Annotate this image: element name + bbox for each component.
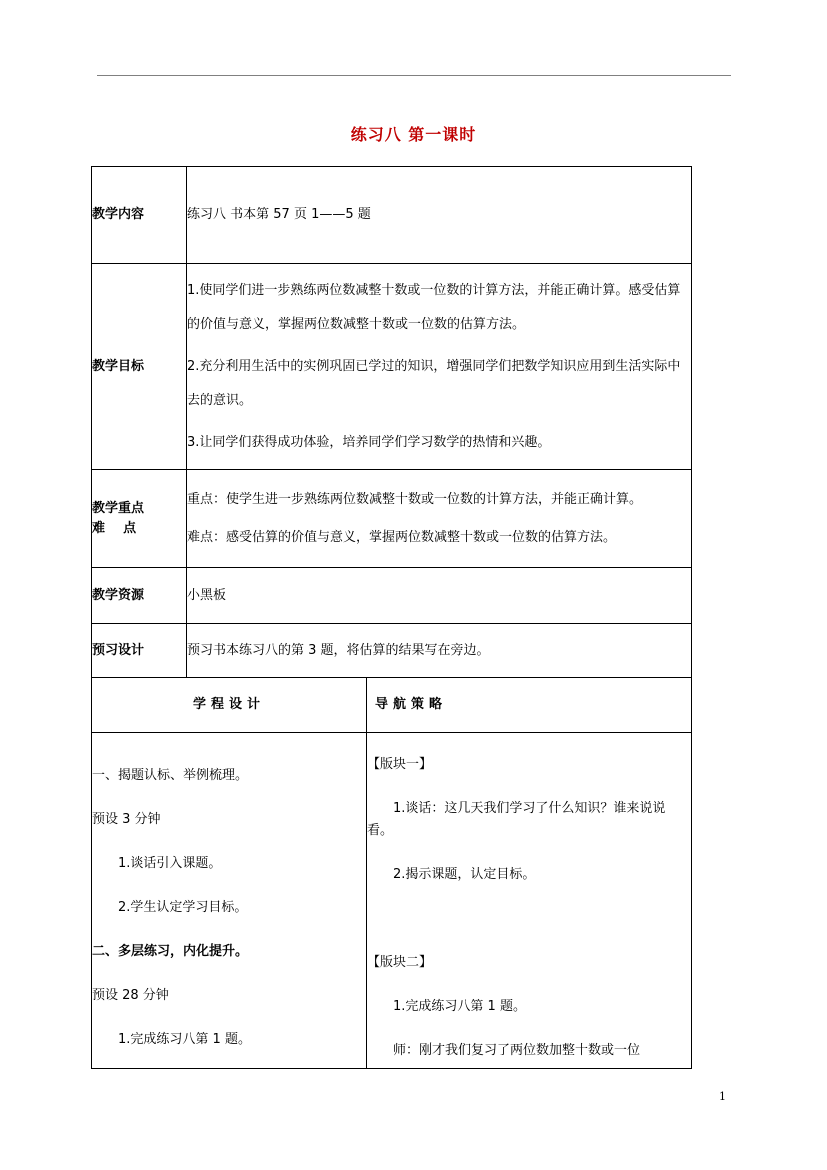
section-1-title: 一、揭题认标、举例梳理。 (92, 768, 249, 783)
section-2-title: 二、多层练习，内化提升。 (92, 944, 249, 959)
section-1-time: 预设 3 分钟 (92, 812, 161, 827)
block-1-item: 1.谈话：这几天我们学习了什么知识？谁来说说看。 (367, 801, 666, 838)
label-difficult: 难 点 (92, 520, 137, 536)
value-preview: 预习书本练习八的第 3 题，将估算的结果写在旁边。 (187, 624, 692, 678)
block-1-title: 【版块一】 (367, 757, 433, 772)
section-1-item: 1.谈话引入课题。 (118, 856, 222, 871)
label-goals: 教学目标 (92, 264, 187, 470)
right-column-header: 导航策略 (367, 678, 692, 733)
goal-item: 1.使同学们进一步熟练两位数减整十数或一位数的计算方法，并能正确计算。感受估算的价值与意义，掌握两位数减整十数或一位数的估算方法。 (187, 282, 681, 332)
section-2-time: 预设 28 分钟 (92, 988, 169, 1003)
key-point-text: 重点：使学生进一步熟练两位数减整十数或一位数的计算方法，并能正确计算。 (187, 491, 643, 507)
page-title: 练习八 第一课时 (350, 125, 477, 144)
block-2-item: 师：刚才我们复习了两位数加整十数或一位 (393, 1043, 641, 1058)
row-goals (92, 264, 692, 470)
row-lesson-flow (92, 733, 692, 1069)
value-goals (187, 264, 692, 470)
right-column-body (367, 733, 692, 1069)
row-preview (92, 624, 692, 678)
value-content: 练习八 书本第 57 页 1——5 题 (187, 167, 692, 264)
block-2-title: 【版块二】 (367, 955, 433, 970)
block-2-item: 1.完成练习八第 1 题。 (393, 999, 526, 1014)
value-key-points (187, 470, 692, 568)
goal-item: 2.充分利用生活中的实例巩固已学过的知识，增强同学们把数学知识应用到生活实际中去的意识。 (187, 358, 681, 408)
row-content (92, 167, 692, 264)
left-column-header: 学程设计 (92, 678, 367, 733)
goal-item: 3.让同学们获得成功体验，培养同学们学习数学的热情和兴趣。 (187, 434, 551, 450)
section-2-item: 1.完成练习八第 1 题。 (118, 1032, 251, 1047)
header-rule (97, 75, 731, 76)
left-column-body (92, 733, 367, 1069)
row-resources (92, 568, 692, 624)
row-key-points (92, 470, 692, 568)
page-number: 1 (719, 1090, 726, 1103)
label-preview: 预习设计 (92, 624, 187, 678)
lesson-plan-table (91, 166, 692, 1069)
value-resources: 小黑板 (187, 568, 692, 624)
difficult-point-text: 难点：感受估算的价值与意义，掌握两位数减整十数或一位数的估算方法。 (187, 529, 617, 545)
block-1-item: 2.揭示课题，认定目标。 (393, 867, 536, 882)
label-content: 教学内容 (92, 167, 187, 264)
label-key: 教学重点 (92, 501, 145, 516)
label-key-points (92, 470, 187, 568)
label-resources: 教学资源 (92, 568, 187, 624)
row-column-headers (92, 678, 692, 733)
section-1-item: 2.学生认定学习目标。 (118, 900, 248, 915)
